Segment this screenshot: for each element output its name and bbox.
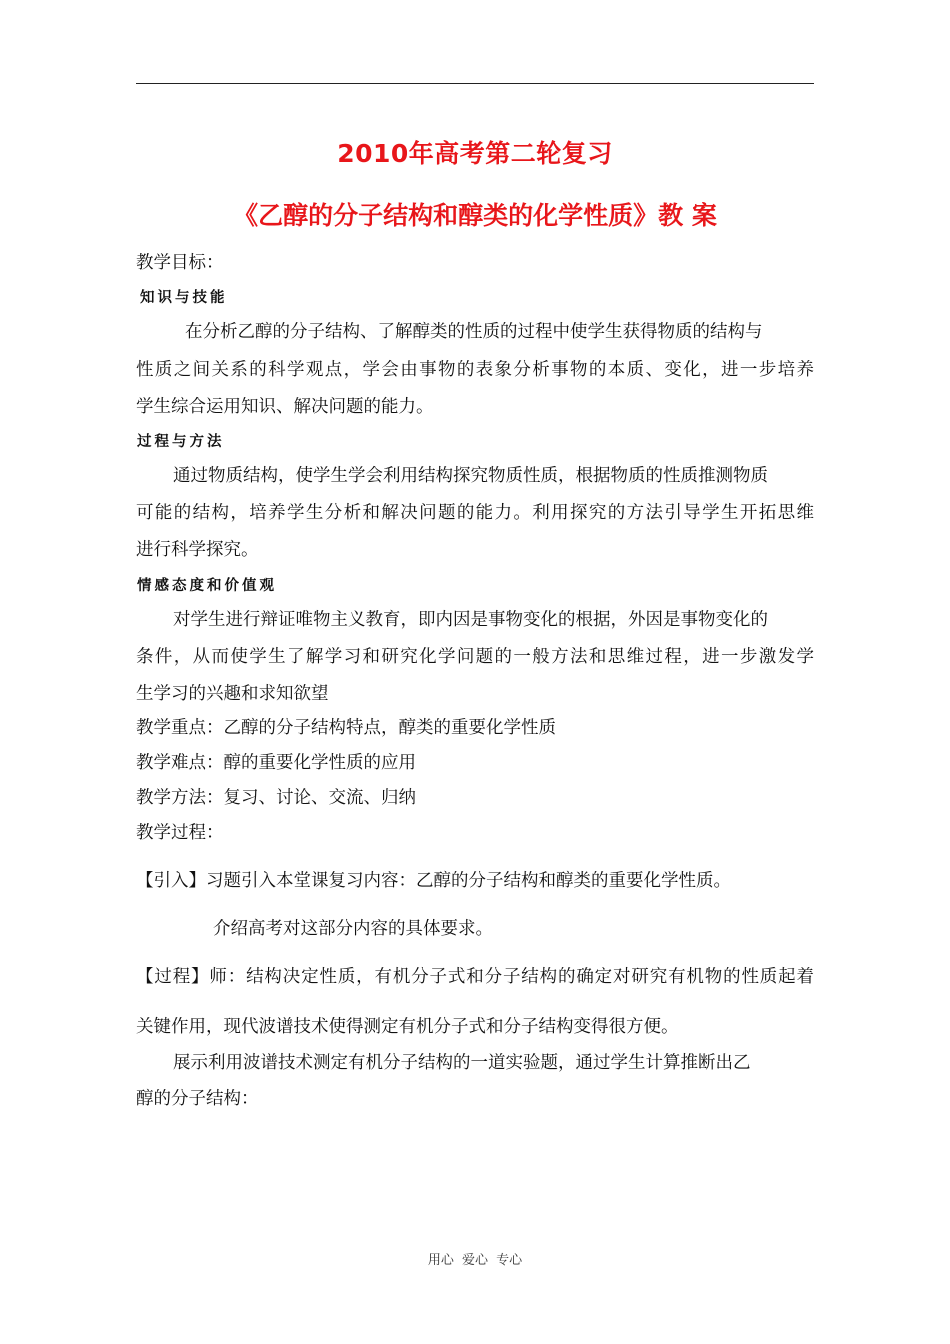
method-label: 教学方法：: [136, 788, 224, 808]
process-paragraph-line: 进行科学探究。: [136, 540, 259, 560]
process-paragraph-line: 可能的结构，培养学生分析和解决问题的能力。利用探究的方法引导学生开拓思维: [136, 503, 814, 523]
document-title-line2: 《乙醇的分子结构和醇类的化学性质》教 案: [233, 201, 717, 230]
document-title-line1: 2010年高考第二轮复习: [337, 139, 613, 168]
emotion-paragraph-line: 对学生进行辩证唯物主义教育，即内因是事物变化的根据，外因是事物变化的: [173, 610, 768, 630]
process-step-text: 师：结构决定性质，有机分子式和分子结构的确定对研究有机物的性质起着: [209, 967, 814, 987]
teaching-goals-heading: 教学目标：: [136, 253, 224, 273]
process-step-row: [136, 966, 814, 988]
knowledge-paragraph-line: 学生综合运用知识、解决问题的能力。: [136, 397, 434, 417]
header-rule: [136, 83, 814, 84]
intro-label: 【引入】: [136, 871, 206, 891]
show-paragraph-line: 醇的分子结构：: [136, 1089, 259, 1109]
emotion-values-heading: 情感态度和价值观: [137, 578, 277, 594]
emotion-paragraph-line: 生学习的兴趣和求知欲望: [136, 684, 329, 704]
page-footer: 用心 爱心 专心: [427, 1253, 523, 1268]
knowledge-skills-heading: 知识与技能: [140, 290, 228, 306]
method-row: [136, 787, 814, 809]
intro-text: 习题引入本堂课复习内容：乙醇的分子结构和醇类的重要化学性质。: [206, 871, 731, 891]
process-paragraph-line: 通过物质结构，使学生学会利用结构探究物质性质，根据物质的性质推测物质: [173, 466, 768, 486]
process-step-text-line2: 关键作用，现代波谱技术使得测定有机分子式和分子结构变得很方便。: [136, 1017, 679, 1037]
difficulty-text: 醇的重要化学性质的应用: [223, 753, 416, 773]
procedure-heading: 教学过程：: [136, 823, 224, 843]
process-step-label: 【过程】: [136, 967, 210, 987]
difficulty-row: [136, 752, 814, 774]
method-text: 复习、讨论、交流、归纳: [223, 788, 416, 808]
difficulty-label: 教学难点：: [136, 753, 224, 773]
knowledge-paragraph-line: 在分析乙醇的分子结构、了解醇类的性质的过程中使学生获得物质的结构与: [185, 322, 763, 342]
process-method-heading: 过程与方法: [137, 434, 225, 450]
intro-row: [136, 870, 814, 892]
knowledge-paragraph-line: 性质之间关系的科学观点，学会由事物的表象分析事物的本质、变化，进一步培养: [136, 360, 814, 380]
key-points-row: [136, 717, 814, 739]
key-points-label: 教学重点：: [136, 718, 224, 738]
intro-text-line2: 介绍高考对这部分内容的具体要求。: [213, 919, 493, 939]
emotion-paragraph-line: 条件，从而使学生了解学习和研究化学问题的一般方法和思维过程，进一步激发学: [136, 647, 814, 667]
show-paragraph-line: 展示利用波谱技术测定有机分子结构的一道实验题，通过学生计算推断出乙: [173, 1053, 751, 1073]
key-points-text: 乙醇的分子结构特点，醇类的重要化学性质: [223, 718, 556, 738]
